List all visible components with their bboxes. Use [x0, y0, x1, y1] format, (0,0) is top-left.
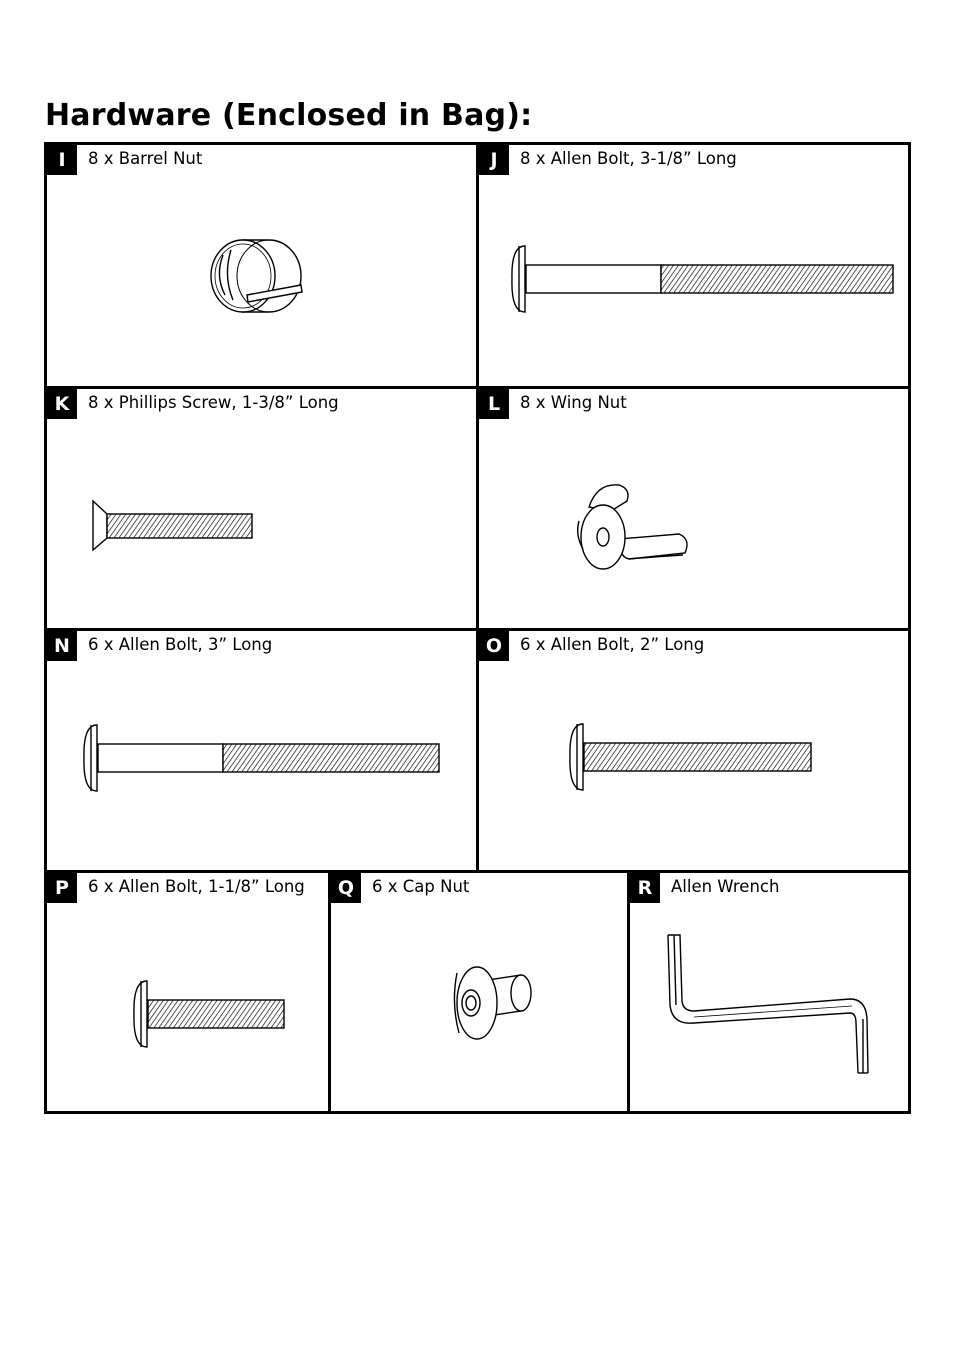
- item-description: 8 x Wing Nut: [520, 393, 627, 412]
- item-description: Allen Wrench: [671, 877, 780, 896]
- hardware-grid: [44, 142, 911, 1114]
- item-letter: K: [47, 389, 77, 419]
- item-description: 8 x Allen Bolt, 3-1/8” Long: [520, 149, 737, 168]
- item-letter: L: [479, 389, 509, 419]
- barrel-nut-icon: [47, 145, 476, 386]
- item-letter: P: [47, 873, 77, 903]
- item-description: 8 x Phillips Screw, 1-3/8” Long: [88, 393, 339, 412]
- item-letter: N: [47, 631, 77, 661]
- allen-wrench-icon: [630, 873, 908, 1111]
- page-title: Hardware (Enclosed in Bag):: [45, 98, 533, 133]
- item-letter: O: [479, 631, 509, 661]
- allen-bolt-icon: [47, 631, 476, 870]
- allen-bolt-icon: [479, 631, 908, 870]
- hardware-item-o: [479, 631, 908, 870]
- item-letter: Q: [331, 873, 361, 903]
- wing-nut-icon: [479, 389, 908, 628]
- hardware-item-k: [47, 389, 476, 628]
- hardware-item-p: [47, 873, 328, 1111]
- hardware-item-n: [47, 631, 476, 870]
- item-letter: I: [47, 145, 77, 175]
- allen-bolt-icon: [47, 873, 328, 1111]
- item-description: 8 x Barrel Nut: [88, 149, 203, 168]
- item-description: 6 x Cap Nut: [372, 877, 470, 896]
- hardware-item-l: [479, 389, 908, 628]
- phillips-screw-icon: [47, 389, 476, 628]
- hardware-item-r: [630, 873, 908, 1111]
- item-description: 6 x Allen Bolt, 3” Long: [88, 635, 273, 654]
- item-description: 6 x Allen Bolt, 2” Long: [520, 635, 705, 654]
- cap-nut-icon: [331, 873, 627, 1111]
- hardware-item-q: [331, 873, 627, 1111]
- item-description: 6 x Allen Bolt, 1-1/8” Long: [88, 877, 305, 896]
- hardware-item-i: [47, 145, 476, 386]
- allen-bolt-icon: [479, 145, 908, 386]
- item-letter: R: [630, 873, 660, 903]
- hardware-item-j: [479, 145, 908, 386]
- item-letter: J: [479, 145, 509, 175]
